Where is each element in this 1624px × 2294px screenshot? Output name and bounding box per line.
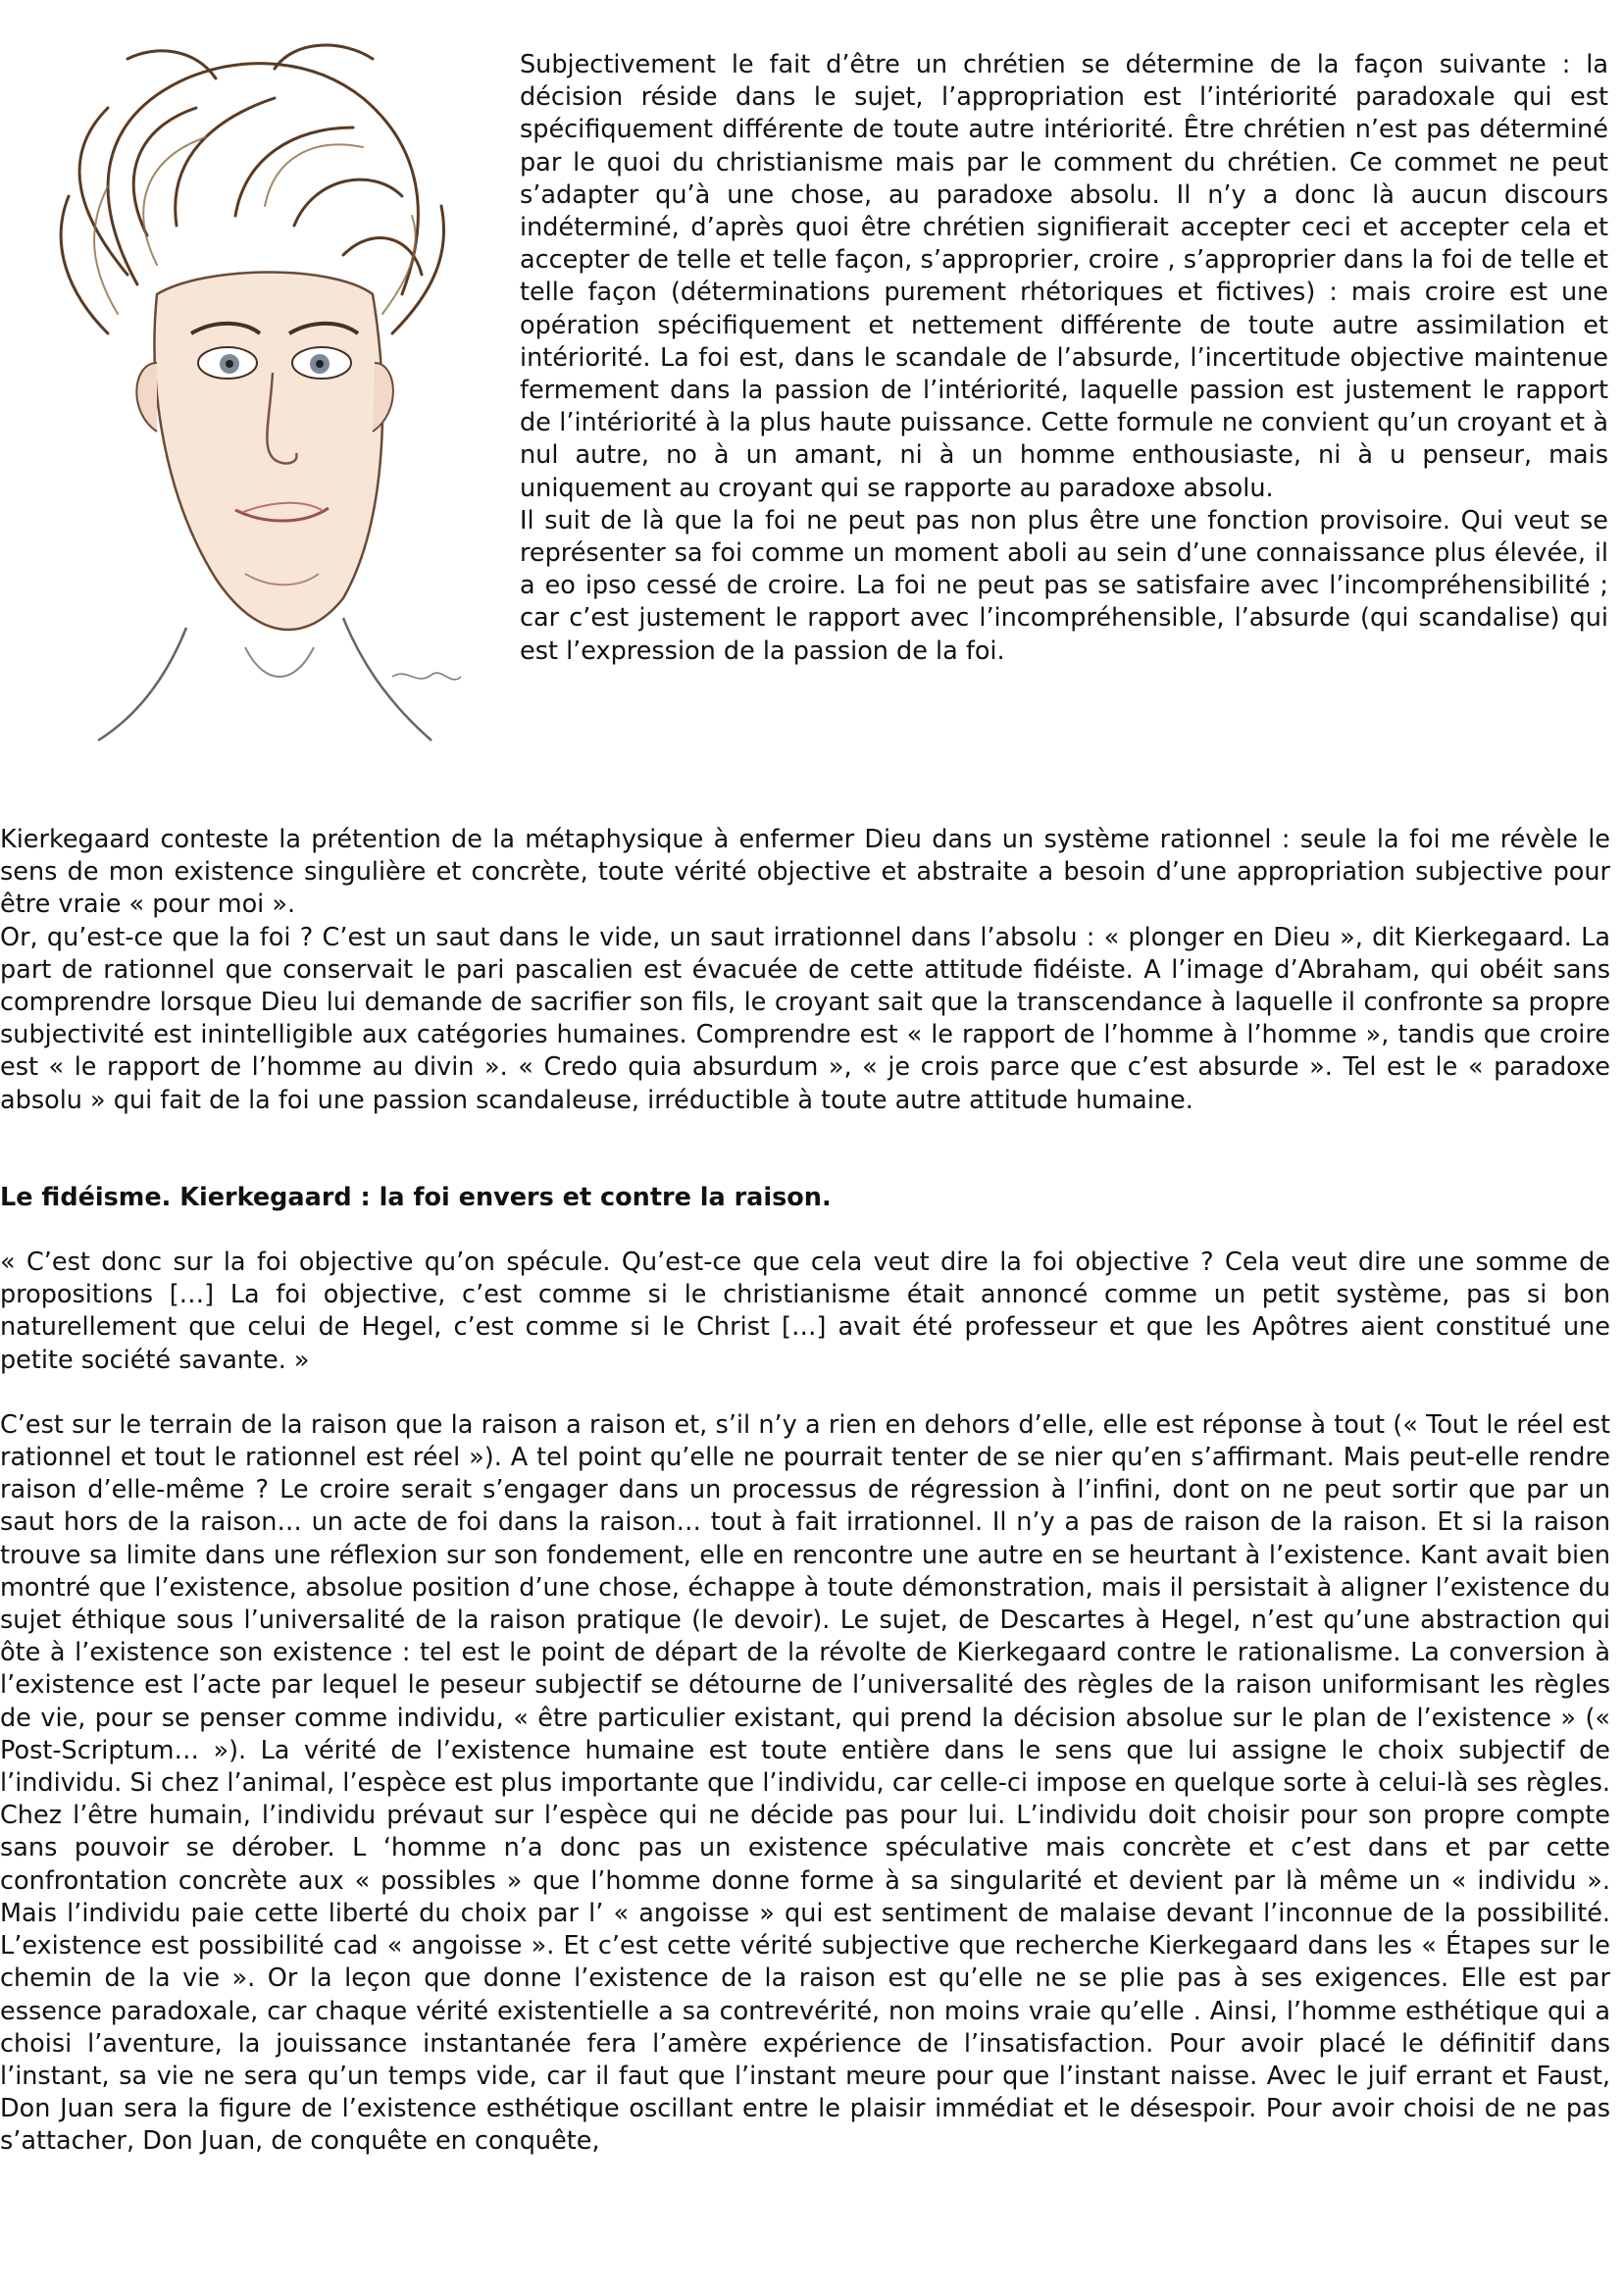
section-heading: Le fidéisme. Kierkegaard : la foi envers et contre la raison.	[0, 1182, 832, 1212]
spacer	[0, 1117, 1610, 1182]
spacer	[0, 1377, 1610, 1409]
paragraph-metaphysique: Kierkegaard conteste la prétention de la métaphysique à enfermer Dieu dans un système rationnel : seule la foi me révèle le sens de mon existence singulière et concrète, toute vérité objective et abstraite a besoin d’une appropriation subjective pour être vraie « pour moi ».	[0, 825, 1610, 920]
intro-paragraph-2: Il suit de là que la foi ne peut pas non plus être une fonction provisoire. Qui veut se représenter sa foi comme un moment aboli au sein d’une connaissance plus élevée, il a eo ipso cessé de croire. La foi ne peut pas se satisfaire avec l’incompréhensibilité ; car c’est justement le rapport avec l’incompréhensible, l’absurde (qui scandalise) qui est l’expression de la passion de la foi.	[520, 505, 1608, 666]
quote-paragraph: « C’est donc sur la foi objective qu’on spécule. Qu’est-ce que cela veut dire la foi objective ? Cela veut dire une somme de propositions […] La foi objective, c’est comme si le christianisme était annoncé comme un petit système, pas si bon naturellement que celui de Hegel, c’est comme si le Christ […] avait été professeur et que les Apôtres aient constitué une petite société savante. »	[0, 1248, 1610, 1375]
paragraph-raison: C’est sur le terrain de la raison que la raison a raison et, s’il n’y a rien en dehors d’elle, elle est réponse à tout (« Tout le réel est rationnel et tout le rationnel est réel »). A tel point qu’elle ne pourrait tenter de se nier qu’en s’affirmant. Mais peut-elle rendre raison d’elle-même ? Le croire serait s’engager dans un processus de régression à l’infini, dont on ne peut sortir que par un saut hors de la raison… un acte de foi dans la raison… tout à fait irrationnel. Il n’y a pas de raison de la raison. Et si la raison trouve sa limite dans une réflexion sur son fondement, elle en rencontre une autre en se heurtant à l’existence. Kant avait bien montré que l’existence, absolue position d’une chose, échappe à toute démonstration, mais il persistait à aligner l’existence du sujet éthique sous l’universalité de la raison pratique (le devoir). Le sujet, de Descartes à Hegel, n’est qu’une abstraction qui ôte à l’existence son existence : tel est le point de départ de la révolte de Kierkegaard contre le rationalisme. La conversion à l’existence est l’acte par lequel le peseur subjectif se détourne de l’universalité des règles de la raison uniformisant les règles de vie, pour se penser comme individu, « être particulier existant, qui prend la décision absolue sur le plan de l’existence » (« Post-Scriptum… »). La vérité de l’existence humaine est toute entière dans le sens que lui assigne le choix subjectif de l’individu. Si chez l’animal, l’espèce est plus importante que l’individu, car celle-ci impose en quelque sorte à celui-là ses règles. Chez l’être humain, l’individu prévaut sur l’espèce qui ne décide pas pour lui. L’individu doit choisir pour son propre compte sans pouvoir se dérober. L ‘homme n’a donc pas un existence spéculative mais concrète et c’est dans et par cette confrontation concrète aux « possibles » que l’homme donne forme à sa singularité et devient par là même un « individu ». Mais l’individu paie cette liberté du choix par l’ « angoisse » qui est sentiment de malaise devant l’inconnue de la possibilité. L’existence est possibilité cad « angoisse ». Et c’est cette vérité subjective que recherche Kierkegaard dans les « Étapes sur le chemin de la vie ». Or la leçon que donne l’existence de la raison est qu’elle ne se plie pas à ses exigences. Elle est par essence paradoxale, car chaque vérité existentielle a sa contrevérité, non moins vraie qu’elle . Ainsi, l’homme esthétique qui a choisi l’aventure, la jouissance instantanée fera l’amère expérience de l’insatisfaction. Pour avoir placé le définitif dans l’instant, sa vie ne sera qu’un temps vide, car il faut que l’instant meure pour que l’instant naisse. Avec le juif errant et Faust, Don Juan sera la figure de l’existence esthétique oscillant entre le plaisir immédiat et le désespoir. Pour avoir choisi de ne pas s’attacher, Don Juan, de conquête en conquête,	[0, 1409, 1610, 2157]
intro-quote-block	[520, 49, 1608, 668]
spacer	[0, 1214, 1610, 1247]
intro-paragraph-1: Subjectivement le fait d’être un chrétien se détermine de la façon suivante : la décision réside dans le sujet, l’appropriation est l’intériorité paradoxale qui est spécifiquement différente de toute autre intériorité. Être chrétien n’est pas déterminé par le quoi du christianisme mais par le comment du chrétien. Ce commet ne peut s’adapter qu’à une chose, au paradoxe absolu. Il n’y a donc là aucun discours indéterminé, d’après quoi être chrétien signifierait accepter ceci et accepter cela et accepter de telle et telle façon, s’approprier, croire , s’approprier dans la foi de telle et telle façon (déterminations purement rhétoriques et fictives) : mais croire est une opération spécifiquement et nettement différente de toute autre assimilation et intériorité. La foi est, dans le scandale de l’absurde, l’incertitude objective maintenue fermement dans la passion de l’intériorité, laquelle passion est justement le rapport de l’intériorité à la plus haute puissance. Cette formule ne convient qu’un croyant et à nul autre, no à un amant, ni à un homme enthousiaste, ni à u penseur, mais uniquement au croyant qui se rapporte au paradoxe absolu.	[520, 50, 1608, 503]
portrait-illustration	[20, 39, 510, 745]
main-text	[0, 824, 1610, 2159]
paragraph-saut: Or, qu’est-ce que la foi ? C’est un saut dans le vide, un saut irrationnel dans l’absolu : « plonger en Dieu », dit Kierkegaard. La part de rationnel que conservait le pari pascalien est évacuée de cette attitude fidéiste. A l’image d’Abraham, qui obéit sans comprendre lorsque Dieu lui demande de sacrifier son fils, le croyant sait que la transcendance à laquelle il confronte sa propre subjectivité est inintelligible aux catégories humaines. Comprendre est « le rapport de l’homme à l’homme », tandis que croire est « le rapport de l’homme au divin ». « Credo quia absurdum », « je crois parce que c’est absurde ». Tel est le « paradoxe absolu » qui fait de la foi une passion scandaleuse, irréductible à toute autre attitude humaine.	[0, 922, 1610, 1115]
